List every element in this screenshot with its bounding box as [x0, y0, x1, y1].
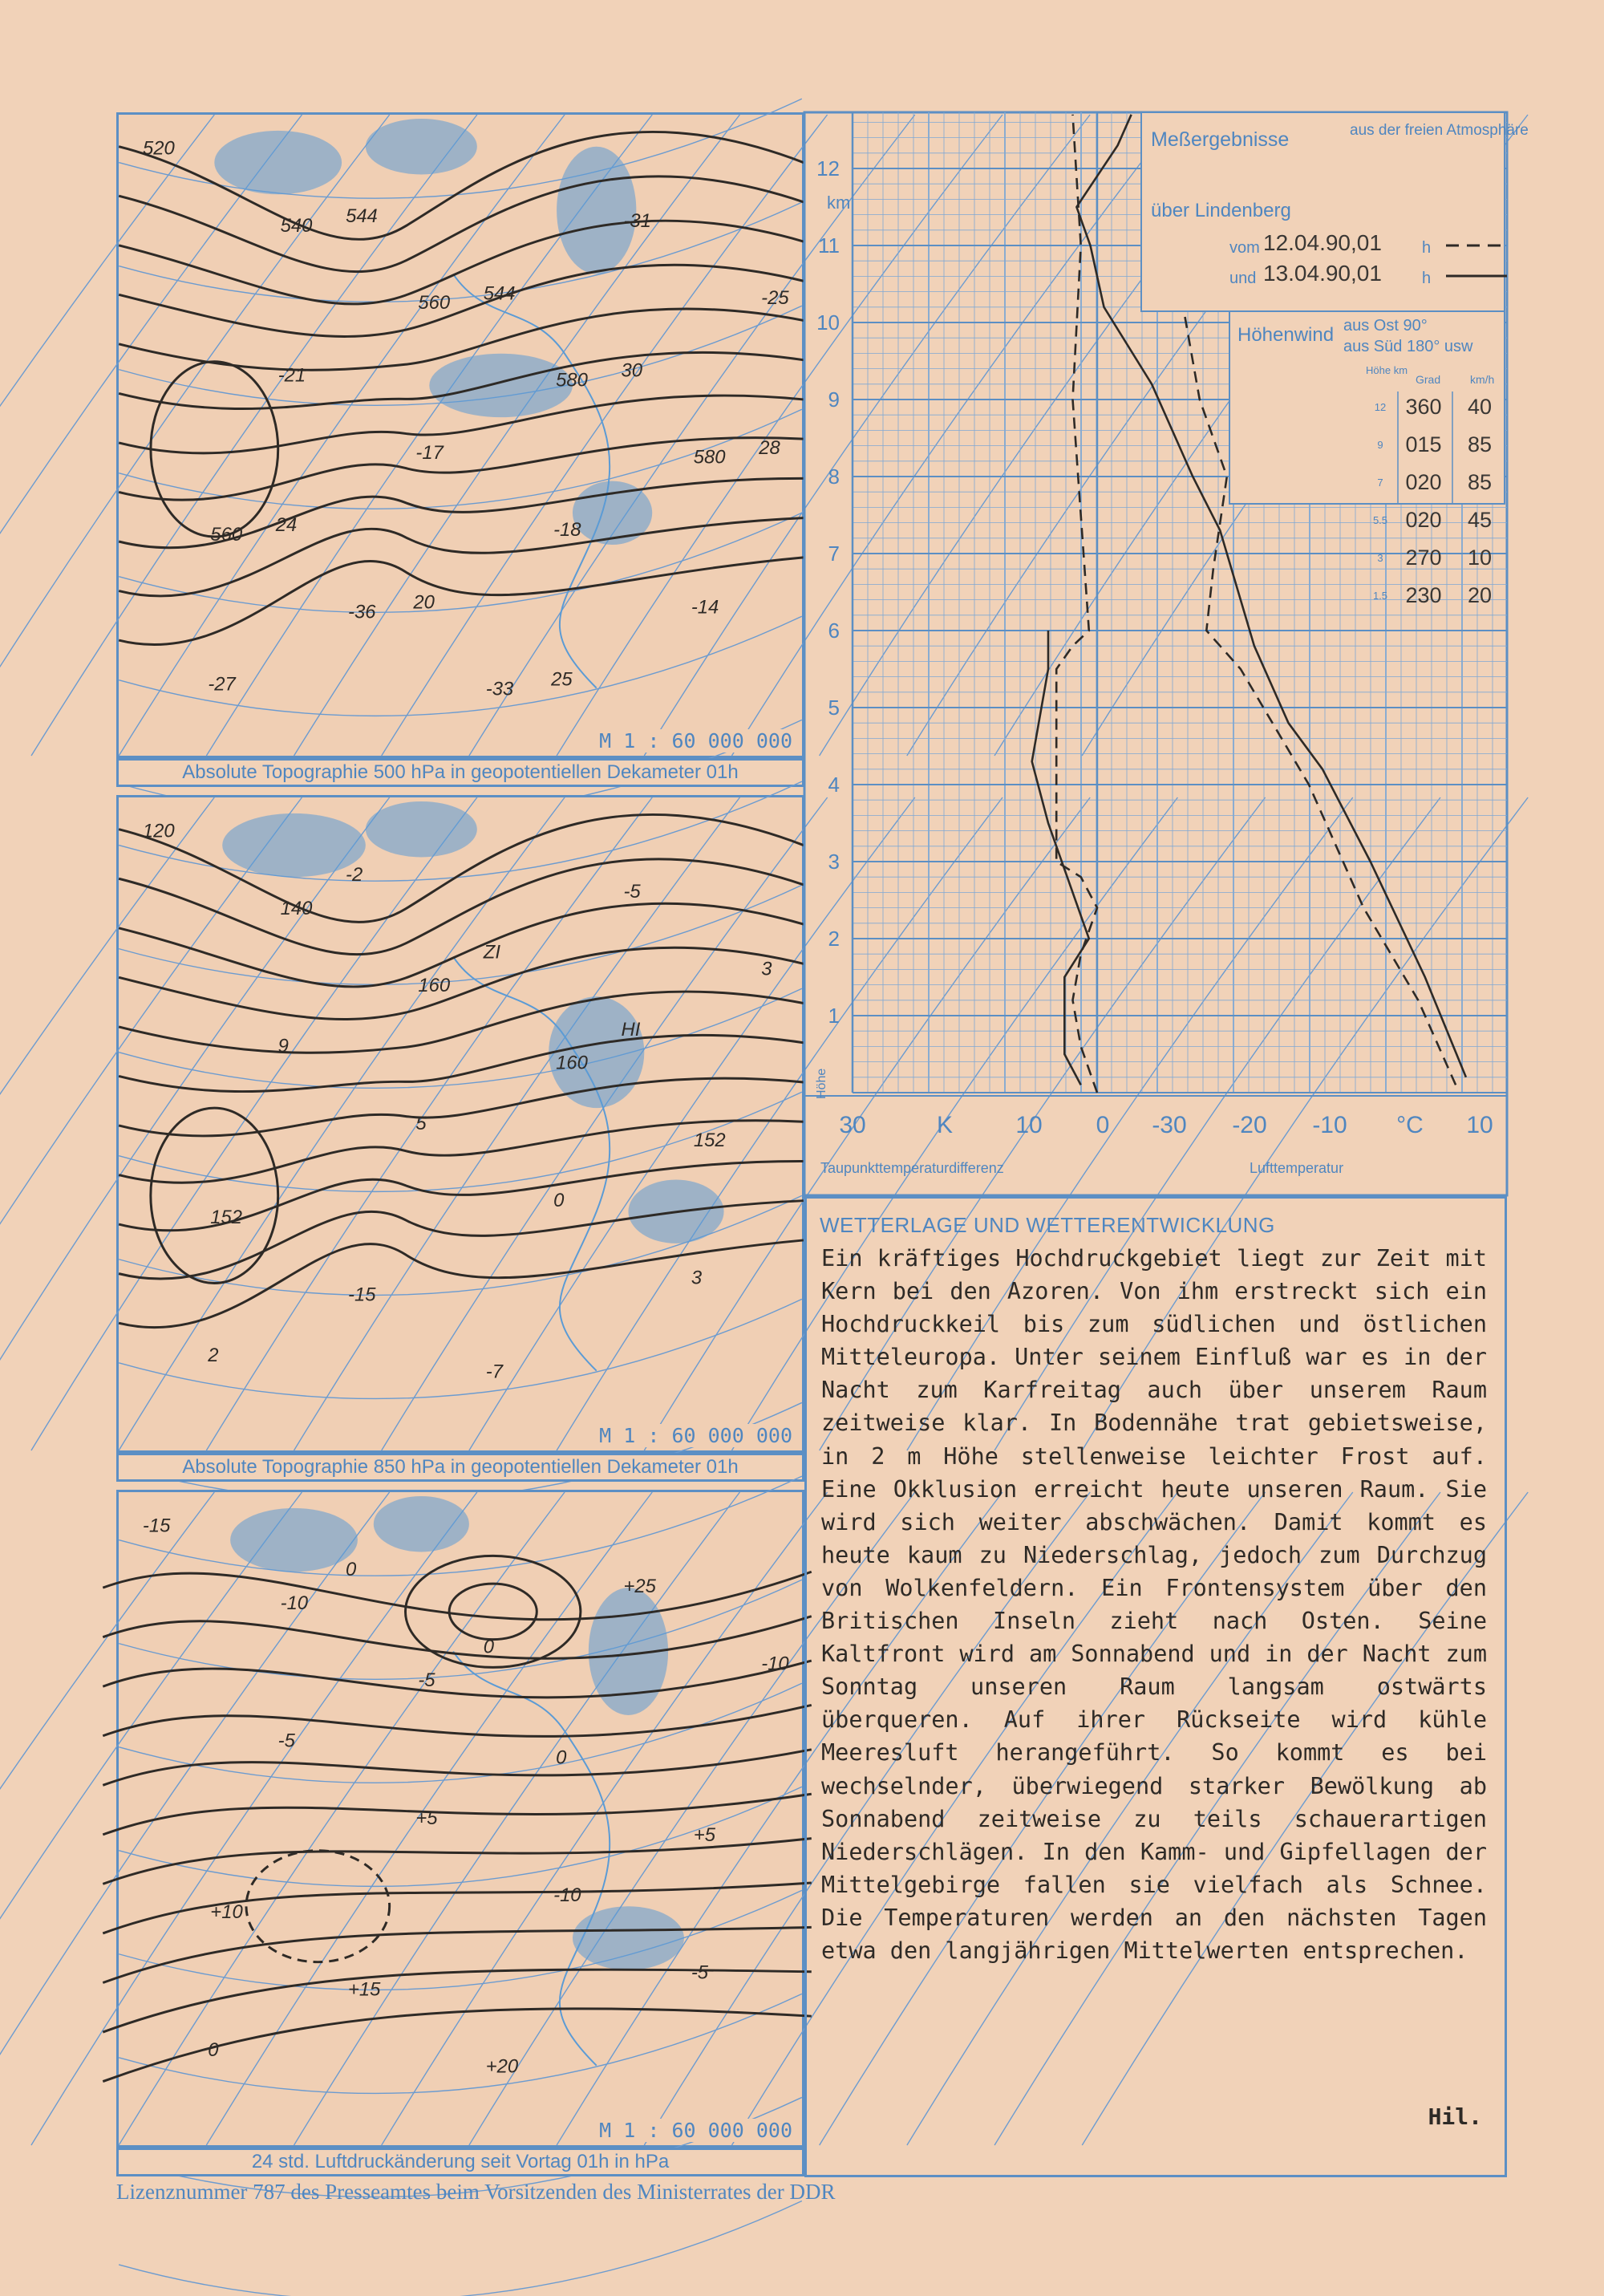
- water-area: [366, 119, 477, 174]
- wind-head-height: Höhe km: [1366, 364, 1408, 376]
- diagram-title: Meßergebnisse: [1151, 128, 1290, 151]
- wind-row-height: 7: [1377, 477, 1383, 489]
- isoline: [103, 1705, 811, 1736]
- y-tick-label: 7: [828, 542, 840, 566]
- isoline-ring: [151, 1108, 278, 1283]
- map-caption-850hpa: Absolute Topographie 850 hPa in geopotentiellen Dekameter 01h: [116, 1453, 804, 1482]
- map-caption-500hpa: Absolute Topographie 500 hPa in geopotentiellen Dekameter 01h: [116, 758, 804, 787]
- map-scale: M 1 : 60 000 000: [594, 1424, 797, 1447]
- y-tick-label: 11: [818, 233, 840, 258]
- graticule-line: [119, 2201, 802, 2296]
- y-tick-label: 1: [828, 1004, 840, 1028]
- map-label: 0: [483, 1636, 495, 1658]
- map-label: 152: [693, 1129, 726, 1151]
- map-label: 25: [551, 668, 573, 691]
- map-label: -5: [623, 881, 641, 903]
- coastline: [453, 274, 610, 688]
- date1-value: 12.04.90,01: [1263, 230, 1382, 255]
- report-title: WETTERLAGE UND WETTERENTWICKLUNG: [820, 1213, 1275, 1237]
- temp-axis-label: Lufttemperatur: [1250, 1160, 1344, 1176]
- wind-head-degree: Grad: [1416, 373, 1441, 386]
- map-label: -14: [691, 596, 719, 619]
- coastline: [453, 1652, 610, 2066]
- map-label: -10: [280, 1592, 309, 1614]
- map-label: +15: [348, 1978, 381, 2001]
- weather-report: [804, 1195, 1507, 2177]
- date1-prefix: vom: [1229, 239, 1260, 257]
- water-area: [429, 354, 573, 417]
- map-label: 20: [413, 591, 435, 614]
- wind-row-speed: 10: [1467, 546, 1493, 570]
- temp-tick-label: 10: [1466, 1112, 1493, 1138]
- diagram-title-note: aus der freien Atmosphäre: [1350, 122, 1529, 139]
- map-label: 540: [280, 214, 313, 237]
- temp-tick-label: °C: [1396, 1112, 1424, 1138]
- sounding-chart: [804, 112, 1529, 1195]
- y-tick-label: 6: [828, 619, 840, 643]
- map-label: 152: [210, 1207, 243, 1229]
- wind-row-degree: 020: [1405, 508, 1442, 532]
- map-label: 5: [415, 1112, 427, 1134]
- y-unit-label: km: [827, 193, 851, 213]
- map-850hpa-drawing: [119, 797, 802, 1450]
- water-area: [374, 1496, 469, 1552]
- map-scale: M 1 : 60 000 000: [594, 2119, 797, 2142]
- graticule-line: [0, 1492, 390, 2145]
- map-label: -15: [348, 1284, 376, 1306]
- map-label: -31: [623, 209, 651, 232]
- water-area: [222, 813, 366, 877]
- report-signature: Hil.: [1428, 2103, 1482, 2130]
- wind-row-degree: 270: [1405, 546, 1442, 570]
- map-label: -18: [553, 519, 581, 542]
- map-pressure-change-drawing: [119, 1492, 802, 2145]
- water-area: [214, 131, 342, 194]
- isoline-ring: [449, 1584, 537, 1639]
- isoline: [119, 221, 804, 304]
- date2-prefix: und: [1229, 270, 1257, 287]
- map-label: -2: [346, 864, 363, 886]
- map-label: 160: [556, 1052, 588, 1074]
- wind-head-speed: km/h: [1470, 373, 1495, 386]
- y-tick-label: 9: [828, 387, 840, 412]
- wind-title: Höhenwind: [1237, 324, 1335, 346]
- wind-row-speed: 85: [1467, 432, 1493, 456]
- graticule-line: [382, 1492, 828, 2145]
- map-label: -5: [691, 1961, 709, 1984]
- dew-tick-label: 10: [1015, 1112, 1043, 1138]
- dew-tick-label: 0: [1096, 1112, 1110, 1138]
- graticule-line: [119, 885, 802, 984]
- isoline-ring: [246, 1851, 390, 1962]
- date1-suffix: h: [1422, 239, 1432, 257]
- location-label: über Lindenberg: [1151, 200, 1291, 221]
- map-label: -17: [415, 441, 444, 464]
- map-label: +20: [485, 2055, 519, 2078]
- graticule-line: [382, 797, 828, 1450]
- map-label: 544: [483, 282, 516, 305]
- wind-row-height: 5.5: [1372, 514, 1388, 526]
- wind-row-degree: 020: [1405, 470, 1442, 494]
- isoline: [119, 903, 804, 987]
- y-tick-label: 4: [828, 773, 840, 797]
- isoline: [119, 992, 804, 1053]
- map-label: 3: [761, 958, 772, 980]
- map-label: 560: [418, 292, 451, 314]
- series-line-2: [1056, 115, 1097, 1093]
- map-pressure-change: [116, 1490, 804, 2148]
- map-label: +5: [415, 1807, 438, 1829]
- map-label: 0: [556, 1746, 567, 1769]
- dew-axis-label: Taupunkttemperaturdifferenz: [820, 1160, 1004, 1176]
- wind-note-2: aus Süd 180° usw: [1343, 338, 1473, 355]
- map-label: 3: [691, 1267, 703, 1289]
- map-label: 140: [280, 897, 313, 919]
- map-label: 120: [142, 820, 175, 842]
- map-label: 0: [553, 1190, 565, 1212]
- map-label: 520: [142, 137, 175, 160]
- map-label: -27: [208, 673, 236, 696]
- map-label: -10: [553, 1884, 581, 1907]
- wind-row-height: 9: [1377, 439, 1383, 451]
- wind-row-speed: 85: [1467, 470, 1493, 494]
- y-tick-label: 5: [828, 696, 840, 720]
- water-area: [573, 1906, 684, 1969]
- map-label: -33: [485, 678, 514, 700]
- wind-row-degree: 230: [1405, 583, 1442, 607]
- map-label: HI: [621, 1018, 641, 1041]
- wind-row-speed: 45: [1467, 508, 1493, 532]
- y-tick-label: 3: [828, 850, 840, 874]
- graticule-line: [31, 1492, 477, 2145]
- date2-suffix: h: [1422, 270, 1432, 287]
- graticule-line: [0, 115, 214, 756]
- graticule-line: [119, 1492, 565, 2145]
- map-label: 9: [277, 1035, 289, 1057]
- map-label: 580: [556, 369, 588, 391]
- map-label: 544: [346, 205, 378, 227]
- map-label: 160: [418, 975, 451, 997]
- y-tick-label: 8: [828, 464, 840, 489]
- dew-tick-label: K: [936, 1112, 954, 1138]
- isoline: [119, 1078, 804, 1136]
- wind-row-height: 3: [1377, 552, 1383, 564]
- report-body: Ein kräftiges Hochdruckgebiet liegt zur Zeit mit Kern bei den Azoren. Von ihm erstreckt sich ein Hochdruckkeil bis zum südlichen und östlichen Mitteleuropa. Unter seinem Einfluß war es in der Nacht zum Karfreitag auch über unserem Raum zeitweise klar. In Bodennähe trat gebietsweise, in 2 m Höhe stellenweise leichter Frost auf. Eine Okklusion erreicht heute unseren Raum. Sie wird sich weiter abschwächen. Damit kommt es heute kaum zu Niederschlag, jedoch zum Durchzug von Wolkenfeldern. Ein Frontensystem über den Britischen Inseln zieht nach Osten. Seine Kaltfront wird am Sonnabend und in der Nacht zum Sonntag unseren Raum langsam ostwärts überqueren. Auf ihrer Rückseite wird kühle Meeresluft herangeführt. So kommt es bei wechselnder, überwiegend starker Bewölkung ab Sonnabend zeitweise zu teils schauerartigen Niederschlägen. In den Kamm- und Gipfellagen der Mittelgebirge fallen sie vielfach als Schnee. Die Temperaturen werden an den nächsten Tagen etwa den langjährigen Mittelwerten entsprechen.: [821, 1245, 1487, 1964]
- temp-tick-label: -30: [1152, 1112, 1187, 1138]
- map-scale: M 1 : 60 000 000: [594, 729, 797, 752]
- map-label: -36: [348, 601, 376, 623]
- map-label: -21: [277, 364, 306, 387]
- wind-row-height: 12: [1374, 401, 1387, 413]
- map-label: +10: [210, 1901, 243, 1924]
- wind-row-height: 1.5: [1372, 590, 1388, 602]
- wind-note-1: aus Ost 90°: [1343, 317, 1428, 335]
- map-label: ZI: [483, 941, 500, 963]
- map-500hpa: [116, 112, 804, 758]
- license-footer: Lizenznummer 787 des Presseamtes beim Vorsitzenden des Ministerrates der DDR: [116, 2180, 836, 2204]
- map-label: -10: [761, 1653, 789, 1675]
- y-tick-label: 10: [816, 310, 840, 335]
- map-label: 0: [346, 1559, 357, 1581]
- map-label: 30: [621, 359, 642, 382]
- dew-tick-label: 30: [839, 1112, 866, 1138]
- map-label: -5: [418, 1669, 435, 1692]
- map-label: -7: [485, 1361, 503, 1383]
- map-label: -15: [142, 1515, 171, 1537]
- sounding-diagram: [804, 112, 1529, 1195]
- wind-row-degree: 015: [1405, 432, 1442, 456]
- map-label: 2: [208, 1344, 219, 1366]
- graticule-line: [0, 1492, 302, 2145]
- temp-tick-label: -10: [1312, 1112, 1347, 1138]
- map-850hpa: [116, 795, 804, 1453]
- graticule-line: [0, 797, 390, 1450]
- y-axis-label: Höhe: [815, 1068, 828, 1099]
- wind-row-speed: 20: [1467, 583, 1493, 607]
- y-tick-label: 2: [828, 927, 840, 951]
- map-500hpa-drawing: [119, 115, 802, 756]
- map-label: 560: [210, 524, 243, 546]
- isoline: [103, 1661, 811, 1698]
- water-area: [230, 1508, 358, 1572]
- graticule-line: [0, 797, 214, 1450]
- map-label: 0: [208, 2038, 219, 2061]
- y-tick-label: 12: [816, 156, 840, 181]
- graticule-line: [0, 115, 390, 756]
- graticule-line: [119, 1994, 802, 2093]
- graticule-line: [0, 1492, 214, 2145]
- temp-tick-label: -20: [1232, 1112, 1267, 1138]
- water-area: [366, 801, 477, 857]
- graticule-line: [294, 1492, 740, 2145]
- graticule-line: [0, 797, 302, 1450]
- map-label: 24: [275, 514, 298, 537]
- map-label: -25: [761, 287, 789, 310]
- date2-value: 13.04.90,01: [1263, 261, 1382, 286]
- isoline: [119, 1035, 804, 1091]
- map-label: -5: [277, 1730, 295, 1752]
- graticule-line: [31, 797, 477, 1450]
- wind-row-speed: 40: [1467, 395, 1493, 419]
- map-caption-pressure-change: 24 std. Luftdruckänderung seit Vortag 01h in hPa: [116, 2148, 804, 2176]
- map-label: +25: [623, 1576, 656, 1598]
- wind-row-degree: 360: [1405, 395, 1442, 419]
- map-label: 580: [693, 446, 726, 469]
- map-label: +5: [693, 1823, 716, 1846]
- map-label: 28: [759, 436, 780, 459]
